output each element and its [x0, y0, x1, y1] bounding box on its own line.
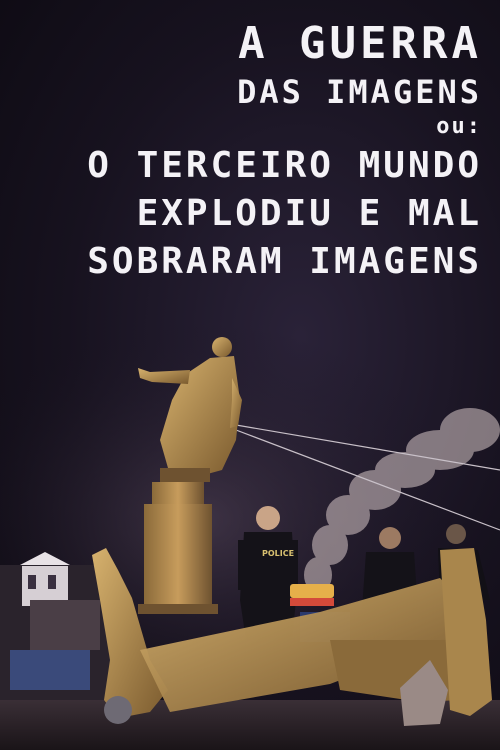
background-buildings — [0, 552, 110, 715]
title-line-3: ou: — [436, 114, 482, 139]
title-line-2: DAS IMAGENS — [237, 73, 482, 111]
title-line-1: A GUERRA — [238, 18, 482, 69]
poster-title — [18, 18, 482, 292]
title-line-5: EXPLODIU E MAL — [136, 193, 482, 234]
title-line-6: SOBRARAM IMAGENS — [87, 241, 482, 282]
title-line-4: O TERCEIRO MUNDO — [87, 145, 482, 186]
police-badge-text: POLICE — [262, 549, 295, 558]
